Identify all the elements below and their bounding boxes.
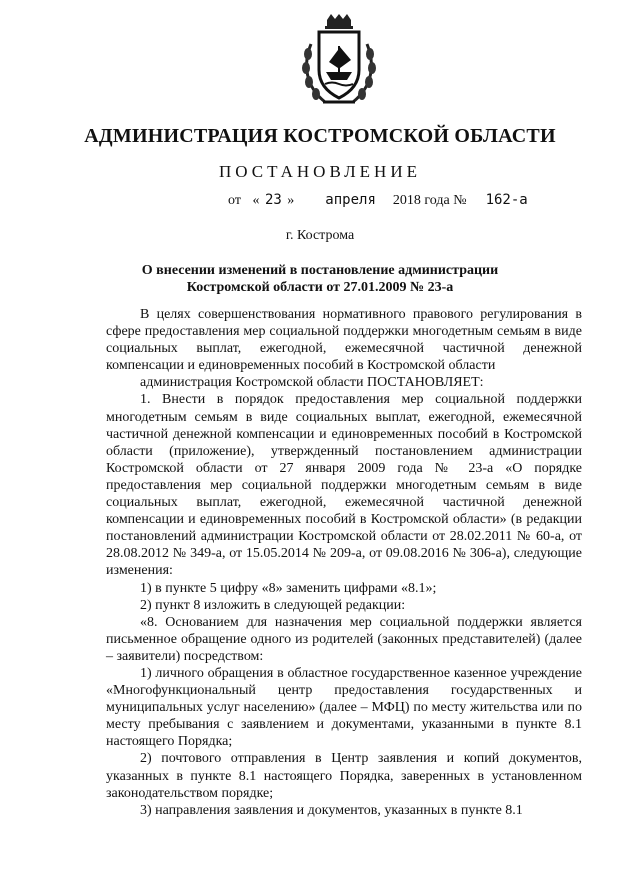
document-body — [106, 306, 582, 819]
paragraph: 1) личного обращения в областное государственное казенное учреждение «Многофункциональный центр предоставления государственных и муниципальных услуг населению» (далее – МФЦ) по месту жительства или по месту пребывания с заявлением и документами, указанными в пункте 8.1 настоящего Порядка; — [106, 665, 582, 750]
paragraph: В целях совершенствования нормативного правового регулирования в сфере предоставления мер социальной поддержки многодетным семьям в виде социальных выплат, ежегодной, ежемесячной частичной денежной компенсации и единовременных пособий в Костромской области — [106, 307, 582, 374]
paragraph: 1) в пункте 5 цифру «8» заменить цифрами «8.1»; — [140, 580, 437, 596]
date-year: 2018 года № — [392, 193, 467, 208]
date-prefix: от — [228, 193, 241, 208]
subject-line-1: О внесении изменений в постановление администрации — [141, 263, 499, 278]
document-type: ПОСТАНОВЛЕНИЕ — [218, 162, 421, 181]
paragraph: администрация Костромской области ПОСТАНОВЛЯЕТ: — [140, 375, 484, 391]
subject-line-2: Костромской области от 27.01.2009 № 23-а — [186, 280, 454, 295]
date-day: 23 — [264, 192, 282, 208]
paragraph: 2) пункт 8 изложить в следующей редакции: — [140, 597, 406, 613]
close-quote: » — [287, 193, 295, 208]
organization-title: АДМИНИСТРАЦИЯ КОСТРОМСКОЙ ОБЛАСТИ — [84, 125, 556, 147]
city: г. Кострома — [285, 228, 355, 243]
date-month: апреля — [325, 192, 376, 208]
paragraph: 3) направления заявления и документов, указанных в пункте 8.1 — [140, 802, 523, 818]
paragraph: 1. Внести в порядок предоставления мер социальной поддержки многодетным семьям в виде социальных выплат, ежегодной, ежемесячной частичной денежной компенсации и единовременных пособий в Костромской области (приложение), утвержденный постановлением администрации Костромской области от 27 января 2009 года № 23-а «О порядке предоставления мер социальной поддержки многодетным семьям в виде социальных выплат, ежегодной, ежемесячной частичной денежной компенсации и единовременных пособий в Костромской области» (в редакции постановлений администрации Костромской области от 28.02.2011 № 60-а, от 28.08.2012 № 349-а, от 15.05.2014 № 209-а, от 09.08.2016 № 306-а), следующие изменения: — [106, 392, 582, 579]
paragraph: 2) почтового отправления в Центр заявления и копий документов, указанных в пункте 8.1 настоящего Порядка, заверенных в установленном законодательством порядке; — [106, 751, 582, 801]
paragraph: «8. Основанием для назначения мер социальной поддержки является письменное обращение одного из родителей (законных представителей) (далее – заявители) посредством: — [106, 614, 582, 664]
open-quote: « — [252, 193, 260, 208]
date-number-line — [228, 192, 528, 209]
document-number: 162-а — [485, 192, 528, 208]
document-subject — [0, 262, 640, 296]
coat-of-arms-icon — [299, 14, 379, 110]
